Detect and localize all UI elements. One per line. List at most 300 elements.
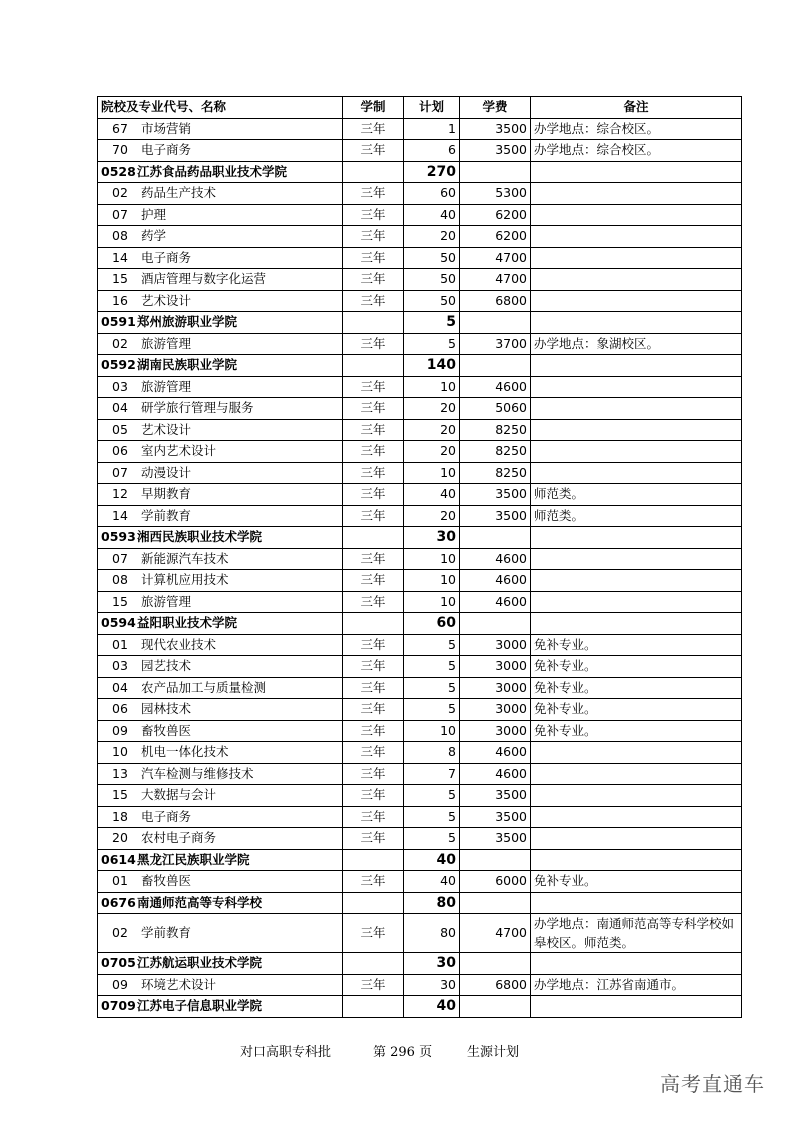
major-code: 08: [112, 572, 128, 588]
major-name: 艺术设计: [141, 292, 192, 308]
fee-cell: 6000: [460, 871, 531, 893]
fee-cell: 4600: [460, 591, 531, 613]
fee-cell: [460, 312, 531, 334]
fee-cell: [460, 355, 531, 377]
note-cell: [531, 376, 742, 398]
major-row: [98, 974, 742, 996]
duration-cell: 三年: [343, 634, 404, 656]
duration-cell: [343, 527, 404, 549]
note-cell: [531, 355, 742, 377]
school-name: 江苏食品药品职业技术学院: [137, 163, 288, 179]
fee-cell: 3500: [460, 785, 531, 807]
header-fee: 学费: [460, 97, 531, 119]
name-cell: [98, 290, 343, 312]
plan-cell: 20: [404, 398, 460, 420]
plan-cell: 10: [404, 591, 460, 613]
school-name: 黑龙江民族职业学院: [137, 851, 250, 867]
plan-cell: 20: [404, 226, 460, 248]
school-code: 0676: [101, 894, 136, 910]
plan-cell: 5: [404, 785, 460, 807]
major-row: [98, 118, 742, 140]
duration-cell: 三年: [343, 677, 404, 699]
major-code: 06: [112, 701, 128, 717]
plan-cell: 80: [404, 914, 460, 953]
name-cell: [98, 527, 343, 549]
major-code: 04: [112, 400, 128, 416]
duration-cell: 三年: [343, 914, 404, 953]
plan-cell: 5: [404, 312, 460, 334]
major-name: 市场营销: [141, 120, 192, 136]
major-row: [98, 785, 742, 807]
major-code: 01: [112, 636, 128, 652]
fee-cell: 6800: [460, 290, 531, 312]
fee-cell: 4600: [460, 376, 531, 398]
plan-cell: 60: [404, 613, 460, 635]
fee-cell: [460, 996, 531, 1018]
plan-cell: 8: [404, 742, 460, 764]
major-row: [98, 226, 742, 248]
major-name: 室内艺术设计: [141, 443, 217, 459]
note-cell: [531, 226, 742, 248]
plan-cell: 40: [404, 996, 460, 1018]
fee-cell: 5060: [460, 398, 531, 420]
name-cell: [98, 462, 343, 484]
duration-cell: 三年: [343, 226, 404, 248]
major-code: 04: [112, 679, 128, 695]
plan-cell: 10: [404, 376, 460, 398]
fee-cell: 4600: [460, 548, 531, 570]
major-row: [98, 183, 742, 205]
major-code: 02: [112, 335, 128, 351]
plan-cell: 5: [404, 806, 460, 828]
plan-cell: 30: [404, 974, 460, 996]
name-cell: [98, 204, 343, 226]
note-cell: 师范类。: [531, 505, 742, 527]
note-cell: [531, 462, 742, 484]
school-name: 郑州旅游职业学院: [137, 314, 238, 330]
note-cell: [531, 849, 742, 871]
duration-cell: 三年: [343, 118, 404, 140]
fee-cell: 8250: [460, 462, 531, 484]
school-code: 0709: [101, 998, 136, 1014]
plan-cell: 40: [404, 871, 460, 893]
major-code: 18: [112, 808, 128, 824]
duration-cell: [343, 355, 404, 377]
note-cell: [531, 570, 742, 592]
name-cell: [98, 548, 343, 570]
major-row: [98, 570, 742, 592]
note-cell: [531, 441, 742, 463]
major-code: 08: [112, 228, 128, 244]
fee-cell: 4700: [460, 269, 531, 291]
major-code: 70: [112, 142, 128, 158]
major-row: [98, 140, 742, 162]
major-name: 艺术设计: [141, 421, 192, 437]
note-cell: 免补专业。: [531, 634, 742, 656]
fee-cell: [460, 161, 531, 183]
plan-cell: 5: [404, 634, 460, 656]
major-row: [98, 914, 742, 953]
duration-cell: 三年: [343, 570, 404, 592]
school-code: 0593: [101, 529, 136, 545]
major-row: [98, 720, 742, 742]
plan-cell: 270: [404, 161, 460, 183]
name-cell: [98, 613, 343, 635]
fee-cell: 3000: [460, 699, 531, 721]
name-cell: [98, 914, 343, 953]
major-row: [98, 333, 742, 355]
fee-cell: 5300: [460, 183, 531, 205]
school-row: [98, 355, 742, 377]
major-code: 15: [112, 593, 128, 609]
plan-cell: 60: [404, 183, 460, 205]
duration-cell: 三年: [343, 505, 404, 527]
duration-cell: 三年: [343, 419, 404, 441]
major-row: [98, 462, 742, 484]
school-row: [98, 613, 742, 635]
major-code: 12: [112, 486, 128, 502]
duration-cell: 三年: [343, 548, 404, 570]
major-name: 动漫设计: [141, 464, 192, 480]
school-name: 江苏航运职业技术学院: [137, 955, 263, 971]
note-cell: 免补专业。: [531, 871, 742, 893]
major-name: 畜牧兽医: [141, 722, 192, 738]
note-cell: [531, 548, 742, 570]
major-row: [98, 441, 742, 463]
school-row: [98, 996, 742, 1018]
major-code: 16: [112, 292, 128, 308]
name-cell: [98, 419, 343, 441]
name-cell: [98, 849, 343, 871]
major-row: [98, 871, 742, 893]
name-cell: [98, 161, 343, 183]
header-duration: 学制: [343, 97, 404, 119]
note-cell: [531, 290, 742, 312]
name-cell: [98, 183, 343, 205]
major-name: 电子商务: [141, 249, 192, 265]
footer-page-number: 第 296 页: [373, 1045, 433, 1060]
name-cell: [98, 742, 343, 764]
major-name: 计算机应用技术: [141, 572, 229, 588]
name-cell: [98, 634, 343, 656]
note-cell: [531, 591, 742, 613]
note-cell: 免补专业。: [531, 656, 742, 678]
name-cell: [98, 974, 343, 996]
fee-cell: 3500: [460, 828, 531, 850]
name-cell: [98, 118, 343, 140]
name-cell: [98, 441, 343, 463]
fee-cell: 8250: [460, 441, 531, 463]
major-row: [98, 398, 742, 420]
major-code: 02: [112, 925, 128, 940]
footer-title: 生源计划: [467, 1045, 520, 1060]
major-code: 06: [112, 443, 128, 459]
note-cell: 办学地点：综合校区。: [531, 118, 742, 140]
name-cell: [98, 720, 343, 742]
note-cell: [531, 996, 742, 1018]
name-cell: [98, 996, 343, 1018]
fee-cell: 4600: [460, 763, 531, 785]
major-row: [98, 591, 742, 613]
fee-cell: 4700: [460, 914, 531, 953]
name-cell: [98, 656, 343, 678]
major-name: 农产品加工与质量检测: [141, 679, 267, 695]
note-cell: [531, 785, 742, 807]
major-row: [98, 742, 742, 764]
note-cell: [531, 183, 742, 205]
major-code: 09: [112, 976, 128, 992]
fee-cell: 4700: [460, 247, 531, 269]
name-cell: [98, 953, 343, 975]
name-cell: [98, 828, 343, 850]
note-cell: [531, 892, 742, 914]
note-cell: [531, 204, 742, 226]
major-code: 20: [112, 830, 128, 846]
duration-cell: [343, 161, 404, 183]
plan-cell: 40: [404, 849, 460, 871]
fee-cell: 3000: [460, 656, 531, 678]
fee-cell: 3500: [460, 118, 531, 140]
major-row: [98, 677, 742, 699]
fee-cell: 3700: [460, 333, 531, 355]
duration-cell: 三年: [343, 720, 404, 742]
fee-cell: 3000: [460, 634, 531, 656]
major-name: 大数据与会计: [141, 787, 217, 803]
fee-cell: 6800: [460, 974, 531, 996]
plan-cell: 30: [404, 953, 460, 975]
major-row: [98, 290, 742, 312]
major-name: 酒店管理与数字化运营: [141, 271, 267, 287]
plan-cell: 10: [404, 548, 460, 570]
school-name: 湖南民族职业学院: [137, 357, 238, 373]
duration-cell: [343, 953, 404, 975]
school-row: [98, 527, 742, 549]
school-code: 0705: [101, 955, 136, 971]
header-note: 备注: [531, 97, 742, 119]
fee-cell: [460, 953, 531, 975]
note-cell: [531, 828, 742, 850]
note-cell: [531, 806, 742, 828]
major-row: [98, 656, 742, 678]
major-code: 03: [112, 378, 128, 394]
duration-cell: 三年: [343, 806, 404, 828]
note-cell: [531, 161, 742, 183]
fee-cell: 3500: [460, 140, 531, 162]
fee-cell: 4600: [460, 570, 531, 592]
major-row: [98, 634, 742, 656]
plan-cell: 1: [404, 118, 460, 140]
fee-cell: [460, 892, 531, 914]
enrollment-plan-table: [97, 96, 742, 1018]
name-cell: [98, 591, 343, 613]
major-name: 畜牧兽医: [141, 873, 192, 889]
name-cell: [98, 505, 343, 527]
name-cell: [98, 699, 343, 721]
school-name: 江苏电子信息职业学院: [137, 998, 263, 1014]
major-row: [98, 204, 742, 226]
major-code: 13: [112, 765, 128, 781]
name-cell: [98, 763, 343, 785]
plan-cell: 10: [404, 462, 460, 484]
major-code: 07: [112, 464, 128, 480]
note-cell: [531, 742, 742, 764]
name-cell: [98, 247, 343, 269]
fee-cell: [460, 527, 531, 549]
major-row: [98, 376, 742, 398]
duration-cell: 三年: [343, 785, 404, 807]
plan-cell: 6: [404, 140, 460, 162]
note-cell: 师范类。: [531, 484, 742, 506]
note-cell: [531, 398, 742, 420]
plan-cell: 20: [404, 441, 460, 463]
duration-cell: 三年: [343, 333, 404, 355]
note-cell: 免补专业。: [531, 677, 742, 699]
major-name: 汽车检测与维修技术: [141, 765, 254, 781]
major-code: 02: [112, 185, 128, 201]
duration-cell: 三年: [343, 398, 404, 420]
major-name: 学前教育: [141, 925, 192, 940]
duration-cell: 三年: [343, 974, 404, 996]
duration-cell: 三年: [343, 591, 404, 613]
duration-cell: [343, 892, 404, 914]
plan-cell: 20: [404, 505, 460, 527]
name-cell: [98, 484, 343, 506]
plan-cell: 5: [404, 656, 460, 678]
fee-cell: 3500: [460, 806, 531, 828]
major-code: 15: [112, 271, 128, 287]
name-cell: [98, 570, 343, 592]
duration-cell: 三年: [343, 871, 404, 893]
major-code: 67: [112, 120, 128, 136]
major-row: [98, 419, 742, 441]
major-name: 机电一体化技术: [141, 744, 229, 760]
major-name: 旅游管理: [141, 593, 192, 609]
name-cell: [98, 785, 343, 807]
major-code: 10: [112, 744, 128, 760]
major-name: 园艺技术: [141, 658, 192, 674]
header-plan: 计划: [404, 97, 460, 119]
duration-cell: 三年: [343, 204, 404, 226]
school-row: [98, 312, 742, 334]
school-code: 0591: [101, 314, 136, 330]
major-code: 14: [112, 507, 128, 523]
footer-batch: 对口高职专科批: [240, 1045, 332, 1060]
fee-cell: 8250: [460, 419, 531, 441]
fee-cell: 6200: [460, 204, 531, 226]
note-cell: 办学地点：江苏省南通市。: [531, 974, 742, 996]
major-name: 园林技术: [141, 701, 192, 717]
major-code: 03: [112, 658, 128, 674]
name-cell: [98, 806, 343, 828]
major-row: [98, 247, 742, 269]
plan-cell: 50: [404, 247, 460, 269]
table-body: [98, 118, 742, 1017]
note-cell: [531, 419, 742, 441]
plan-cell: 7: [404, 763, 460, 785]
duration-cell: 三年: [343, 290, 404, 312]
duration-cell: 三年: [343, 140, 404, 162]
major-name: 旅游管理: [141, 335, 192, 351]
major-name: 旅游管理: [141, 378, 192, 394]
school-name: 湘西民族职业技术学院: [137, 529, 263, 545]
header-name: 院校及专业代号、名称: [98, 97, 343, 119]
major-code: 15: [112, 787, 128, 803]
plan-cell: 5: [404, 828, 460, 850]
major-name: 新能源汽车技术: [141, 550, 229, 566]
name-cell: [98, 376, 343, 398]
major-name: 现代农业技术: [141, 636, 217, 652]
major-row: [98, 484, 742, 506]
major-row: [98, 828, 742, 850]
major-name: 护理: [141, 206, 167, 222]
duration-cell: 三年: [343, 656, 404, 678]
major-code: 14: [112, 249, 128, 265]
major-row: [98, 505, 742, 527]
school-name: 益阳职业技术学院: [137, 615, 238, 631]
duration-cell: [343, 613, 404, 635]
plan-cell: 80: [404, 892, 460, 914]
school-row: [98, 953, 742, 975]
name-cell: [98, 312, 343, 334]
major-row: [98, 806, 742, 828]
school-code: 0594: [101, 615, 136, 631]
duration-cell: 三年: [343, 247, 404, 269]
major-name: 电子商务: [141, 808, 192, 824]
duration-cell: 三年: [343, 376, 404, 398]
major-name: 早期教育: [141, 486, 192, 502]
major-name: 药学: [141, 228, 167, 244]
name-cell: [98, 398, 343, 420]
plan-cell: 30: [404, 527, 460, 549]
note-cell: [531, 953, 742, 975]
major-row: [98, 269, 742, 291]
name-cell: [98, 677, 343, 699]
major-name: 环境艺术设计: [141, 976, 217, 992]
fee-cell: 3000: [460, 677, 531, 699]
note-cell: [531, 247, 742, 269]
name-cell: [98, 871, 343, 893]
school-row: [98, 849, 742, 871]
plan-cell: 40: [404, 484, 460, 506]
duration-cell: 三年: [343, 742, 404, 764]
major-name: 电子商务: [141, 142, 192, 158]
major-row: [98, 699, 742, 721]
fee-cell: 3500: [460, 505, 531, 527]
note-cell: 办学地点：南通师范高等专科学校如皋校区。师范类。: [531, 914, 742, 953]
duration-cell: [343, 312, 404, 334]
note-cell: 办学地点：象湖校区。: [531, 333, 742, 355]
duration-cell: 三年: [343, 484, 404, 506]
major-name: 药品生产技术: [141, 185, 217, 201]
duration-cell: 三年: [343, 462, 404, 484]
duration-cell: 三年: [343, 763, 404, 785]
plan-cell: 20: [404, 419, 460, 441]
major-row: [98, 548, 742, 570]
fee-cell: 6200: [460, 226, 531, 248]
name-cell: [98, 269, 343, 291]
plan-cell: 140: [404, 355, 460, 377]
note-cell: 办学地点：综合校区。: [531, 140, 742, 162]
plan-cell: 5: [404, 677, 460, 699]
plan-cell: 5: [404, 699, 460, 721]
school-code: 0614: [101, 851, 136, 867]
major-name: 农村电子商务: [141, 830, 217, 846]
plan-cell: 40: [404, 204, 460, 226]
note-cell: [531, 269, 742, 291]
fee-cell: [460, 849, 531, 871]
school-code: 0528: [101, 163, 136, 179]
name-cell: [98, 355, 343, 377]
